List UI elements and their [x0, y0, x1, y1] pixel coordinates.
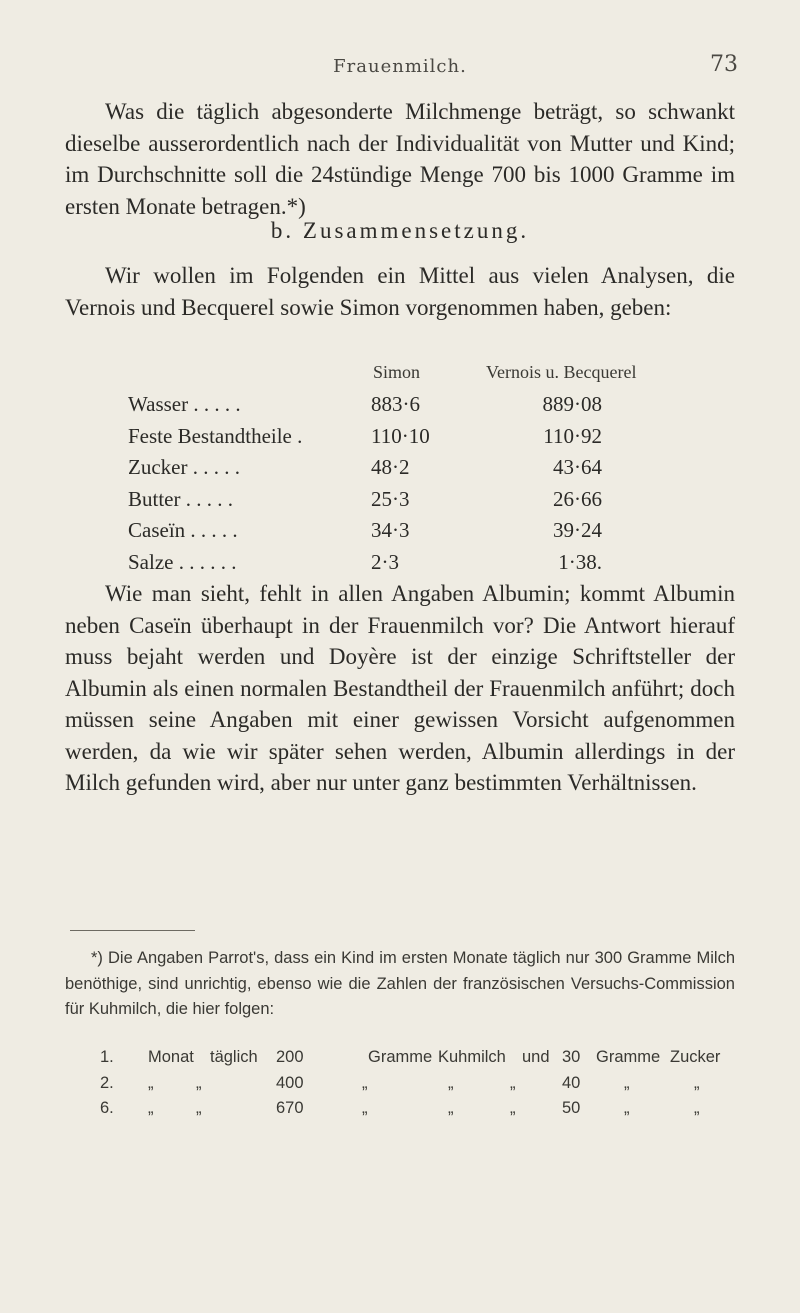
table-row: [128, 487, 688, 519]
vernois-value: 889·08: [542, 392, 602, 416]
table-row: [128, 550, 688, 582]
fn-cell: Gramme: [368, 1048, 433, 1066]
fn-cell: „: [510, 1073, 516, 1092]
fn-cell: Kuhmilch: [438, 1048, 506, 1066]
row-label: Feste Bestandtheile .: [128, 423, 303, 448]
fn-cell: 2.: [100, 1073, 114, 1092]
fn-cell: 670: [276, 1099, 304, 1117]
fn-cell: „: [510, 1099, 516, 1117]
fn-cell: 6.: [100, 1099, 114, 1117]
footnote-table: [100, 1048, 740, 1125]
running-header: Frauenmilch.: [333, 56, 467, 77]
fn-cell: täglich: [210, 1048, 258, 1066]
fn-cell: 200: [276, 1048, 304, 1066]
vernois-value: 26·66: [553, 486, 602, 511]
fn-cell: „: [148, 1073, 154, 1092]
simon-value: 110·10: [371, 423, 430, 448]
row-label: Zucker . . . . .: [128, 455, 240, 480]
row-label: Wasser . . . . .: [128, 392, 241, 416]
fn-cell: „: [362, 1073, 368, 1092]
footnote-row: [100, 1074, 740, 1100]
row-label: Salze . . . . . .: [128, 549, 237, 574]
simon-value: 25·3: [371, 486, 410, 511]
table-row: [128, 455, 688, 487]
fn-cell: „: [148, 1099, 154, 1117]
vernois-value: 43·64: [553, 455, 602, 480]
vernois-value: 110·92: [543, 423, 602, 448]
fn-cell: 1.: [100, 1048, 114, 1066]
simon-value: 2·3: [371, 549, 399, 574]
fn-cell: „: [448, 1073, 454, 1092]
footnote-text: *) Die Angaben Parrot's, dass ein Kind im ersten Monate täglich nur 300 Gramme Milch benöthige, sind unrichtig, ebenso wie die Zahlen der französischen Versuchs-Commission für Kuhmilch, die hier folgen:: [65, 949, 735, 1018]
simon-value: 34·3: [371, 518, 410, 543]
footnote-row: [100, 1048, 740, 1074]
column-header-simon: Simon: [373, 362, 421, 382]
paragraph-albumin: Wie man sieht, fehlt in allen Angaben Albumin; kommt Albumin neben Caseïn überhaupt in der Frauenmilch vor? Die Antwort hierauf muss bejaht werden und Doyère ist der einzige Schriftsteller der Albumin als einen normalen Bestandtheil der Frauenmilch anführt; doch müssen seine Angaben mit einer gewissen Vorsicht aufgenommen werden, da wie wir später sehen werden, Albumin allerdings in der Milch gefunden wird, aber nur unter ganz bestimmten Verhältnissen.: [65, 581, 735, 795]
row-label: Butter . . . . .: [128, 486, 233, 511]
section-heading: b. Zusammensetzung.: [270, 218, 530, 243]
fn-cell: „: [694, 1073, 700, 1092]
fn-cell: „: [362, 1099, 368, 1117]
paragraph-analyses-intro: Wir wollen im Folgenden ein Mittel aus vielen Analysen, die Vernois und Becquerel sowie Simon vorgenommen haben, geben:: [65, 263, 735, 320]
fn-cell: „: [196, 1073, 202, 1092]
fn-cell: „: [448, 1099, 454, 1117]
fn-cell: 50: [562, 1099, 581, 1117]
composition-table: [128, 392, 688, 582]
footnote-row: [100, 1099, 740, 1125]
fn-cell: „: [624, 1073, 630, 1092]
fn-cell: Zucker: [670, 1048, 721, 1066]
fn-cell: 40: [562, 1073, 581, 1092]
footnote-divider: [70, 930, 195, 931]
fn-cell: „: [694, 1099, 700, 1117]
fn-cell: 30: [562, 1048, 581, 1066]
fn-cell: Gramme: [596, 1048, 661, 1066]
vernois-value: 39·24: [553, 518, 602, 543]
simon-value: 48·2: [371, 455, 410, 480]
fn-cell: „: [624, 1099, 630, 1117]
table-row: [128, 392, 688, 424]
fn-cell: Monat: [148, 1048, 194, 1066]
table-row: [128, 518, 688, 550]
fn-cell: und: [522, 1048, 550, 1066]
page-number: 73: [710, 52, 738, 77]
simon-value: 883·6: [371, 392, 420, 416]
row-label: Caseïn . . . . .: [128, 518, 238, 543]
column-header-vernois-becquerel: Vernois u. Becquerel: [486, 362, 637, 382]
table-row: [128, 424, 688, 456]
fn-cell: 400: [276, 1073, 304, 1092]
paragraph-milk-quantity: Was die täglich abgesonderte Milchmenge beträgt, so schwankt dieselbe ausserordentlich nach der Individualität von Mutter und Kind; im Durchschnitte soll die 24stündige Menge 700 bis 1000 Gramme im ersten Monate betragen.*): [65, 99, 735, 219]
fn-cell: „: [196, 1099, 202, 1117]
vernois-value: 1·38.: [558, 549, 602, 574]
